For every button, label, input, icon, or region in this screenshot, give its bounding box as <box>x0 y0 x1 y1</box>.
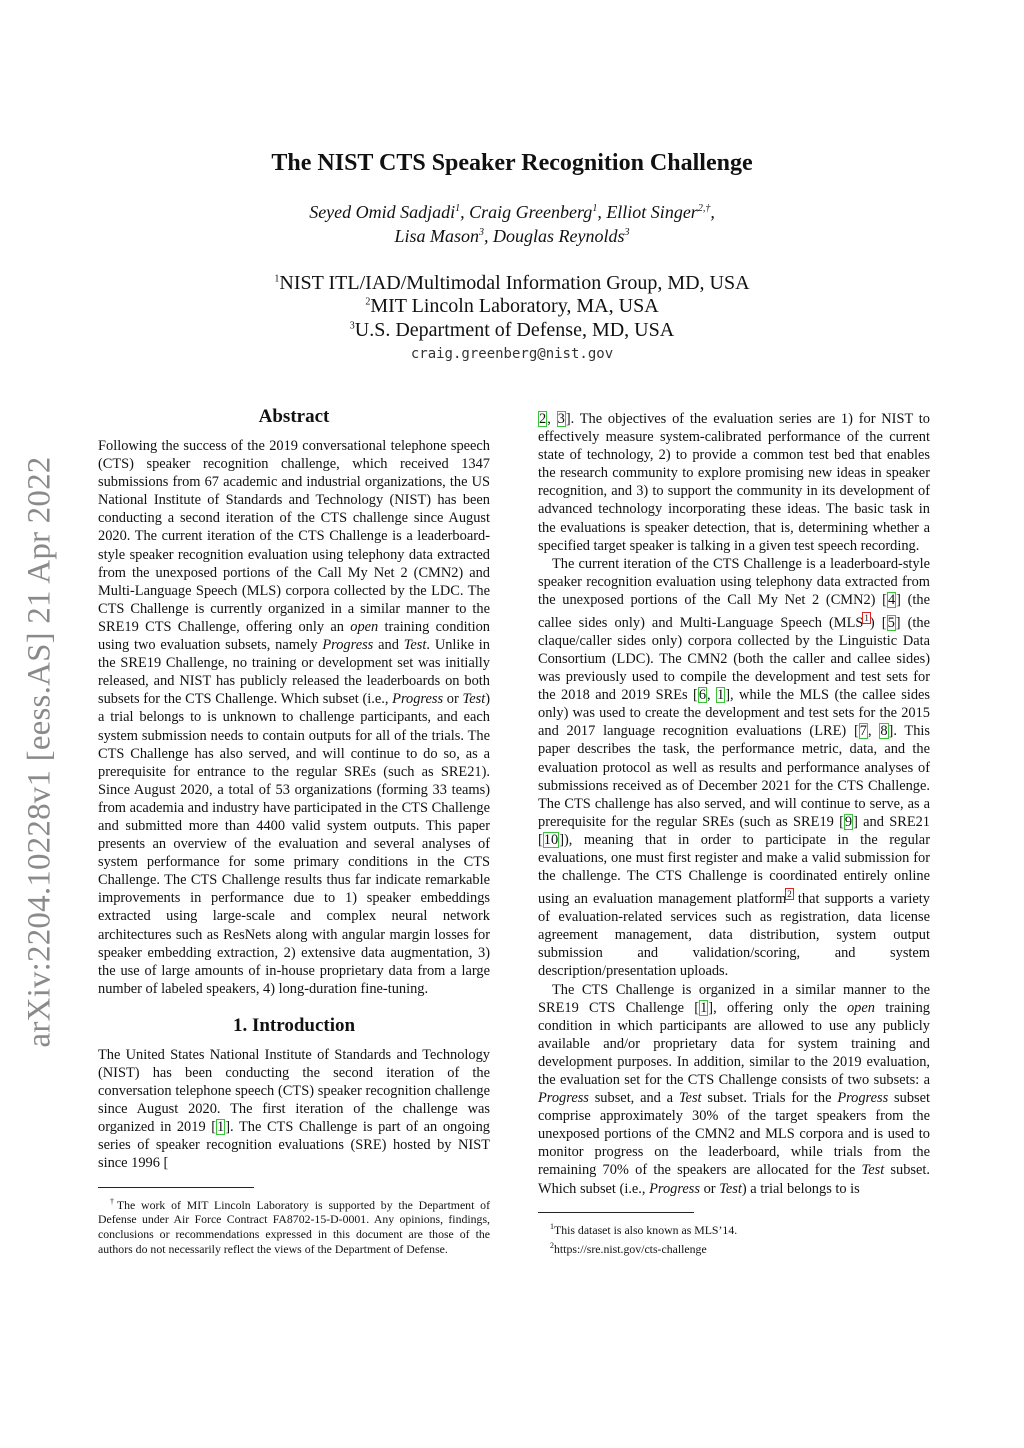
citation-link[interactable]: 2 <box>539 411 547 427</box>
text-run: and <box>373 637 404 654</box>
emphasis: Test <box>861 1162 885 1179</box>
text-run: The current iteration of the CTS Challenge is a leaderboard-style speaker recognition evaluation using telephony data extracted from the unexposed portions of the Call My Net 2 (CMN2) [ <box>538 555 930 608</box>
affiliation-text: U.S. Department of Defense, MD, USA <box>354 319 675 341</box>
citation-link[interactable]: 10 <box>543 831 559 848</box>
author-line-1 <box>0 202 1024 223</box>
emphasis: Progress <box>322 637 374 654</box>
text-run: that supports a variety of evaluation-related services such as registration, data license agreement management, data distribution, system output submission and validation/scoring, and system description/presentation uploads. <box>538 891 930 980</box>
text-run: The United States National Institute of Standards and Technology (NIST) has been conducting the second iteration of the conversation telephone speech (CTS) speaker recognition challenge since August 2020. The first iteration of the challenge was organized in 2019 [ <box>98 1046 490 1136</box>
footnote-divider <box>538 1212 694 1213</box>
affiliation-text: NIST ITL/IAD/Multimodal Information Group, MD, USA <box>279 272 750 294</box>
footnote-divider <box>98 1187 254 1188</box>
author-name: Lisa Mason <box>394 226 480 246</box>
affiliation-number: 1 <box>274 273 280 285</box>
text-run: . Unlike in the SRE19 Challenge, no training or development set was initially released, and NIST has publicly released the leaderboards on both subsets for the CTS Challenge. Which subset (i.e., <box>98 637 490 708</box>
arxiv-identifier: arXiv:2204.10228v1 [eess.AS] 21 Apr 2022 <box>21 456 58 1048</box>
emphasis: Progress <box>392 691 444 708</box>
emphasis: Progress <box>538 1090 589 1107</box>
intro-paragraph-1-cont: 2, 3]. The objectives of the evaluation series are 1) for NIST to effectively measure system-calibrated performance of the current state of technology, 2) to provide a common test bed that enables the research community to explore promising new ideas in speaker recognition, and 3) to support the community in its development of advanced technology incorporating these ideas. The basic task in the evaluations is speaker detection, that is, determining whether a specified target speaker is talking in a given test speech recording. <box>538 411 930 554</box>
author-affiliation-mark: 1 <box>455 203 461 214</box>
footnote-url[interactable]: https://sre.nist.gov/cts-challenge <box>554 1241 707 1256</box>
citation-link[interactable]: 3 <box>557 411 565 427</box>
affiliation-number: 3 <box>349 320 355 332</box>
author-name: Elliot Singer <box>606 202 698 222</box>
author-separator: , <box>484 226 494 246</box>
citation-link[interactable]: 8 <box>880 723 888 740</box>
text-run: or <box>700 1180 720 1197</box>
intro-paragraph-2: The current iteration of the CTS Challenge is a leaderboard-style speaker recognition evaluation using telephony data extracted from the unexposed portions of the Call My Net 2 (CMN2) [4] (the callee sides only) and Multi-Language Speech (MLS$^1$) [5] (the claque/caller sides only) corpora collected by the Linguistic Data Consortium (LDC). The CMN2 (both the caller and callee sides) was previously used to compile the development and test sets for the 2018 and 2019 SREs [6, 1], while the MLS (the callee sides only) was used to create the development and test sets for the 2015 and 2017 language recognition evaluations (LRE) [7, 8]. This paper describes the task, the performance metric, data, and the evaluation protocol as well as results and performance analyses of submissions received as of December 2021 for the CTS Challenge. The CTS challenge has also served, and will continue to serve, as a prerequisite for the regular SREs (such as SRE19 [9] and SRE21 [10]), meaning that in order to participate in the regular evaluations, one must first register and make a valid submission for the challenge. The CTS Challenge is coordinated entirely online using an evaluation management platform$^2$ that supports a variety of evaluation-related services such as registration, data license agreement management, data distribution, system output submission and validation/scoring, and system description/presentation uploads. <box>538 555 931 980</box>
author-affiliation-mark: 3 <box>479 227 485 238</box>
intro-paragraph-3 <box>538 981 930 1198</box>
text-run: subset. Which subset (i.e., <box>538 1162 930 1197</box>
citation-link[interactable]: 4 <box>887 591 896 608</box>
section-heading-introduction: 1. Introduction <box>232 1014 356 1036</box>
author-name: Douglas Reynolds <box>493 226 625 246</box>
affiliation-text: MIT Lincoln Laboratory, MA, USA <box>370 295 659 317</box>
citation-link[interactable]: 6 <box>698 687 707 704</box>
emphasis: open <box>350 618 379 635</box>
text-run: ) a trial belongs to is unknown to challenge participants, and each system submission needs to contain outputs for all of the trials. The CTS Challenge has also served, and will continue to do so, as a prerequisite for entrance to the regular SREs (such as SRE21). Since August 2020, a total of 53 organizations (forming 33 teams) from academia and industry have participated in the CTS Challenge and submitted more than 4400 valid system outputs. This paper presents an overview of the evaluation and several analyses of system performance for some primary conditions in the CTS Challenge. The CTS Challenge results thus far indicate remarkable improvements in performance due to 1) speaker embeddings extracted using large-scale and complex neural network architectures such as ResNets along with angular margin losses for speaker embedding extraction, 2) extensive data augmentation, 3) the use of large amounts of in-house proprietary data from a large number of labeled speakers, 4) long-duration fine-tuning. <box>98 691 490 997</box>
footnote-mark: 2 <box>550 1240 554 1250</box>
emphasis: open <box>846 999 875 1016</box>
emphasis: Progress <box>837 1090 889 1107</box>
citation-link[interactable]: 5 <box>887 614 895 631</box>
intro-paragraph-1 <box>98 1046 490 1173</box>
emphasis: Test <box>403 637 427 654</box>
footnote-link[interactable]: 1 <box>864 613 869 624</box>
text-run: ]. The objectives of the evaluation series are 1) for NIST to effectively measure system-calibrated performance of the current state of technology, 2) to provide a common test bed that enables the research community to explore promising new ideas in speaker recognition, and 3) to support the community in its development of advanced technology incorporating these ideas. The basic task in the evaluations is speaker detection, that is, determining whether a specified target speaker is talking in a given test speech recording. <box>538 411 930 554</box>
abstract-body <box>98 437 490 998</box>
left-column <box>98 405 490 1257</box>
text-run: ] (the callee sides only) and Multi-Language Speech (MLS <box>538 591 930 631</box>
text-run: ] (the claque/caller sides only) corpora collected by the Linguistic Data Consortium (LDC). The CMN2 (both the caller and callee sides) was previously used to compile the development and test sets for the 2018 and 2019 SREs [ <box>538 614 931 704</box>
author-separator: , <box>460 202 470 222</box>
footnote-1 <box>538 1219 930 1238</box>
citation-link[interactable]: 1 <box>717 687 725 704</box>
text-run: or <box>443 691 463 708</box>
emphasis: Test <box>678 1090 702 1107</box>
contact-email[interactable]: craig.greenberg@nist.gov <box>410 346 614 362</box>
author-separator: , <box>597 202 607 222</box>
author-affiliation-mark: 1 <box>592 203 598 214</box>
text-run: ]), meaning that in order to participate in the regular evaluations, one must first register and make a valid submission for the challenge. The CTS Challenge is coordinated entirely online using an evaluation management platform <box>538 831 930 908</box>
emphasis: Test <box>462 691 486 708</box>
paper-title: The NIST CTS Speaker Recognition Challenge <box>271 150 753 176</box>
abstract-heading: Abstract <box>258 406 330 427</box>
citation-link[interactable]: 9 <box>844 813 853 830</box>
text-run: subset. Trials for the <box>701 1090 838 1107</box>
text-run: ], offering only the <box>708 999 847 1016</box>
footnote-dagger <box>98 1194 490 1258</box>
text-run: ] and SRE21 [ <box>538 813 930 848</box>
author-name: Seyed Omid Sadjadi <box>309 202 456 222</box>
author-separator: , <box>710 202 715 222</box>
text-run: training condition using two evaluation subsets, namely <box>98 618 490 654</box>
text-run: subset, and a <box>588 1090 679 1107</box>
footnote-text: The work of MIT Lincoln Laboratory is supported by the Department of Defense under Air Force Contract FA8702-15-D-0001. Any opinions, findings, conclusions or recommendations expressed in this document are those of the authors do not necessarily reflect the views of the Department of Defense. <box>98 1197 491 1257</box>
affiliation-3 <box>0 319 1024 342</box>
footnote-2 <box>538 1238 930 1257</box>
citation-link[interactable]: 7 <box>859 723 867 740</box>
text-run: training condition in which participants are allowed to use any publicly available and/or proprietary data for system training and development purposes. In addition, similar to the 2019 evaluation, the evaluation set for the CTS Challenge consists of two subsets: a <box>538 999 930 1088</box>
text-run: ) a trial belongs to is <box>741 1180 860 1197</box>
affiliation-2 <box>0 295 1024 318</box>
author-name: Craig Greenberg <box>469 202 593 222</box>
text-run: ], while the MLS (the callee sides only) was used to create the development and test sets for the 2015 and 2017 language recognition evaluations (LRE) [ <box>538 687 930 740</box>
text-run: ) [ <box>869 614 887 631</box>
text-run: ]. This paper describes the task, the performance metric, data, and the evaluation protocol as well as results and performance analyses of submissions received as of December 2021 for the CTS Challenge. The CTS challenge has also served, and will continue to serve, as a prerequisite for the regular SREs (such as SRE19 [ <box>538 723 931 830</box>
citation-link[interactable]: 1 <box>217 1119 225 1136</box>
affiliation-number: 2 <box>365 296 371 308</box>
right-column <box>538 410 930 1256</box>
footnote-text: This dataset is also known as MLS’14. <box>554 1222 738 1237</box>
author-line-2 <box>0 226 1024 247</box>
text-run: The CTS Challenge is organized in a similar manner to the SRE19 CTS Challenge [ <box>538 981 930 1016</box>
emphasis: Progress <box>649 1180 701 1197</box>
affiliation-1 <box>0 272 1024 295</box>
author-affiliation-mark: 3 <box>624 227 630 238</box>
footnote-mark: † <box>110 1196 117 1206</box>
text-run: ]. The CTS Challenge is part of an ongoing series of speaker recognition evaluations (SRE) hosted by NIST since 1996 [ <box>98 1119 490 1172</box>
text-run: subset comprise approximately 30% of the target speakers from the unexposed portions of the CMN2 and MLS corpora and is used to monitor progress on the leaderboard, while trials from the remaining 70% of the speakers are allocated for the <box>538 1090 930 1179</box>
author-affiliation-mark: 2,† <box>697 203 711 214</box>
emphasis: Test <box>719 1180 742 1197</box>
citation-link[interactable]: 1 <box>700 999 708 1016</box>
footnote-mark: 1 <box>550 1221 554 1231</box>
text-run: Following the success of the 2019 conversational telephone speech (CTS) speaker recognition challenge, which received 1347 submissions from 67 academic and industrial organizations, the US National Institute of Standards and Technology (NIST) has been conducting a second iteration of the CTS challenge since August 2020. The current iteration of the CTS Challenge is a leaderboard-style speaker recognition evaluation using telephony data extracted from the unexposed portions of the Call My Net 2 (CMN2) and Multi-Language Speech (MLS) corpora collected by the LDC. The CTS Challenge is currently organized in a similar manner to the SRE19 CTS Challenge, offering only an <box>98 438 490 635</box>
footnote-link[interactable]: 2 <box>787 889 792 900</box>
